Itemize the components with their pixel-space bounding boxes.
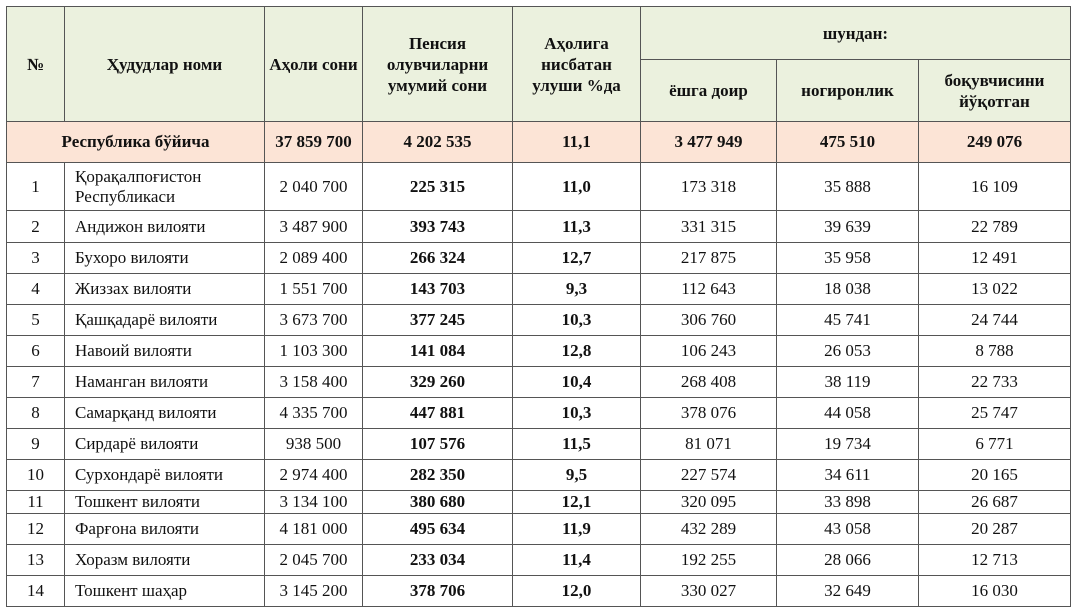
population-cell: 938 500 [265, 429, 363, 460]
population-cell: 3 134 100 [265, 491, 363, 514]
disability-pension-cell: 26 053 [777, 336, 919, 367]
share-cell: 10,3 [513, 305, 641, 336]
age-pension-cell: 173 318 [641, 163, 777, 211]
header-age: ёшга доир [641, 60, 777, 122]
region-name: Самарқанд вилояти [65, 398, 265, 429]
disability-pension-cell: 39 639 [777, 211, 919, 243]
age-pension-cell: 192 255 [641, 545, 777, 576]
population-cell: 1 103 300 [265, 336, 363, 367]
pensioners-cell: 495 634 [363, 514, 513, 545]
age-pension-cell: 268 408 [641, 367, 777, 398]
population-cell: 1 551 700 [265, 274, 363, 305]
region-name: Қорақалпоғистон Республикаси [65, 163, 265, 211]
survivor-pension-cell: 22 733 [919, 367, 1071, 398]
share-cell: 11,0 [513, 163, 641, 211]
region-name: Сирдарё вилояти [65, 429, 265, 460]
region-name: Фарғона вилояти [65, 514, 265, 545]
population-cell: 4 335 700 [265, 398, 363, 429]
age-pension-cell: 306 760 [641, 305, 777, 336]
share-cell: 10,4 [513, 367, 641, 398]
region-name: Наманган вилояти [65, 367, 265, 398]
header-disability: ногиронлик [777, 60, 919, 122]
row-number: 4 [7, 274, 65, 305]
table-row [7, 398, 1071, 429]
header-share: Аҳолига нисбатан улуши %да [513, 7, 641, 122]
total-population: 37 859 700 [265, 122, 363, 163]
age-pension-cell: 106 243 [641, 336, 777, 367]
table-body [7, 122, 1071, 607]
region-name: Сурхондарё вилояти [65, 460, 265, 491]
survivor-pension-cell: 16 109 [919, 163, 1071, 211]
row-number: 11 [7, 491, 65, 514]
population-cell: 3 673 700 [265, 305, 363, 336]
pensioners-cell: 447 881 [363, 398, 513, 429]
survivor-pension-cell: 26 687 [919, 491, 1071, 514]
pensioners-cell: 329 260 [363, 367, 513, 398]
population-cell: 2 045 700 [265, 545, 363, 576]
region-name: Бухоро вилояти [65, 243, 265, 274]
pensioners-cell: 377 245 [363, 305, 513, 336]
pensioners-cell: 378 706 [363, 576, 513, 607]
pensioners-cell: 225 315 [363, 163, 513, 211]
row-number: 1 [7, 163, 65, 211]
total-survivor: 249 076 [919, 122, 1071, 163]
table-row [7, 491, 1071, 514]
row-number: 14 [7, 576, 65, 607]
population-cell: 4 181 000 [265, 514, 363, 545]
pensioners-cell: 107 576 [363, 429, 513, 460]
population-cell: 2 040 700 [265, 163, 363, 211]
region-name: Жиззах вилояти [65, 274, 265, 305]
disability-pension-cell: 34 611 [777, 460, 919, 491]
age-pension-cell: 378 076 [641, 398, 777, 429]
pensioners-cell: 393 743 [363, 211, 513, 243]
total-label: Республика бўйича [7, 122, 265, 163]
pensioners-cell: 143 703 [363, 274, 513, 305]
survivor-pension-cell: 6 771 [919, 429, 1071, 460]
share-cell: 12,0 [513, 576, 641, 607]
row-number: 10 [7, 460, 65, 491]
region-name: Тошкент шаҳар [65, 576, 265, 607]
population-cell: 3 158 400 [265, 367, 363, 398]
header-survivor: боқувчисини йўқотган [919, 60, 1071, 122]
population-cell: 2 089 400 [265, 243, 363, 274]
age-pension-cell: 432 289 [641, 514, 777, 545]
table-row [7, 211, 1071, 243]
share-cell: 11,5 [513, 429, 641, 460]
share-cell: 9,5 [513, 460, 641, 491]
region-name: Тошкент вилояти [65, 491, 265, 514]
total-share: 11,1 [513, 122, 641, 163]
share-cell: 11,4 [513, 545, 641, 576]
total-age: 3 477 949 [641, 122, 777, 163]
table-row [7, 274, 1071, 305]
table-row [7, 460, 1071, 491]
table-row [7, 305, 1071, 336]
disability-pension-cell: 35 888 [777, 163, 919, 211]
header-number: № [7, 7, 65, 122]
age-pension-cell: 331 315 [641, 211, 777, 243]
header-population: Аҳоли сони [265, 7, 363, 122]
share-cell: 10,3 [513, 398, 641, 429]
disability-pension-cell: 44 058 [777, 398, 919, 429]
table-row [7, 514, 1071, 545]
pensioners-cell: 282 350 [363, 460, 513, 491]
region-name: Қашқадарё вилояти [65, 305, 265, 336]
survivor-pension-cell: 12 713 [919, 545, 1071, 576]
age-pension-cell: 227 574 [641, 460, 777, 491]
table-row [7, 545, 1071, 576]
share-cell: 11,3 [513, 211, 641, 243]
survivor-pension-cell: 25 747 [919, 398, 1071, 429]
row-number: 3 [7, 243, 65, 274]
region-name: Андижон вилояти [65, 211, 265, 243]
survivor-pension-cell: 20 165 [919, 460, 1071, 491]
table-row [7, 429, 1071, 460]
share-cell: 12,1 [513, 491, 641, 514]
disability-pension-cell: 38 119 [777, 367, 919, 398]
region-name: Навоий вилояти [65, 336, 265, 367]
population-cell: 3 487 900 [265, 211, 363, 243]
survivor-pension-cell: 24 744 [919, 305, 1071, 336]
row-number: 8 [7, 398, 65, 429]
total-row [7, 122, 1071, 163]
share-cell: 12,8 [513, 336, 641, 367]
row-number: 12 [7, 514, 65, 545]
survivor-pension-cell: 16 030 [919, 576, 1071, 607]
age-pension-cell: 320 095 [641, 491, 777, 514]
population-cell: 2 974 400 [265, 460, 363, 491]
disability-pension-cell: 32 649 [777, 576, 919, 607]
survivor-pension-cell: 13 022 [919, 274, 1071, 305]
age-pension-cell: 81 071 [641, 429, 777, 460]
table-row [7, 163, 1071, 211]
disability-pension-cell: 43 058 [777, 514, 919, 545]
pensioners-cell: 233 034 [363, 545, 513, 576]
disability-pension-cell: 19 734 [777, 429, 919, 460]
table-row [7, 243, 1071, 274]
survivor-pension-cell: 12 491 [919, 243, 1071, 274]
disability-pension-cell: 45 741 [777, 305, 919, 336]
row-number: 6 [7, 336, 65, 367]
row-number: 13 [7, 545, 65, 576]
age-pension-cell: 217 875 [641, 243, 777, 274]
region-name: Хоразм вилояти [65, 545, 265, 576]
row-number: 5 [7, 305, 65, 336]
age-pension-cell: 112 643 [641, 274, 777, 305]
pension-table [6, 6, 1071, 607]
table-row [7, 367, 1071, 398]
header-pensioners: Пенсия олувчиларни умумий сони [363, 7, 513, 122]
header-of-which: шундан: [641, 7, 1071, 60]
share-cell: 12,7 [513, 243, 641, 274]
table-row [7, 336, 1071, 367]
row-number: 9 [7, 429, 65, 460]
total-disability: 475 510 [777, 122, 919, 163]
row-number: 7 [7, 367, 65, 398]
population-cell: 3 145 200 [265, 576, 363, 607]
pensioners-cell: 380 680 [363, 491, 513, 514]
share-cell: 11,9 [513, 514, 641, 545]
survivor-pension-cell: 20 287 [919, 514, 1071, 545]
pensioners-cell: 266 324 [363, 243, 513, 274]
survivor-pension-cell: 8 788 [919, 336, 1071, 367]
disability-pension-cell: 18 038 [777, 274, 919, 305]
disability-pension-cell: 28 066 [777, 545, 919, 576]
row-number: 2 [7, 211, 65, 243]
survivor-pension-cell: 22 789 [919, 211, 1071, 243]
disability-pension-cell: 35 958 [777, 243, 919, 274]
share-cell: 9,3 [513, 274, 641, 305]
header-region: Ҳудудлар номи [65, 7, 265, 122]
age-pension-cell: 330 027 [641, 576, 777, 607]
total-pensioners: 4 202 535 [363, 122, 513, 163]
disability-pension-cell: 33 898 [777, 491, 919, 514]
pensioners-cell: 141 084 [363, 336, 513, 367]
